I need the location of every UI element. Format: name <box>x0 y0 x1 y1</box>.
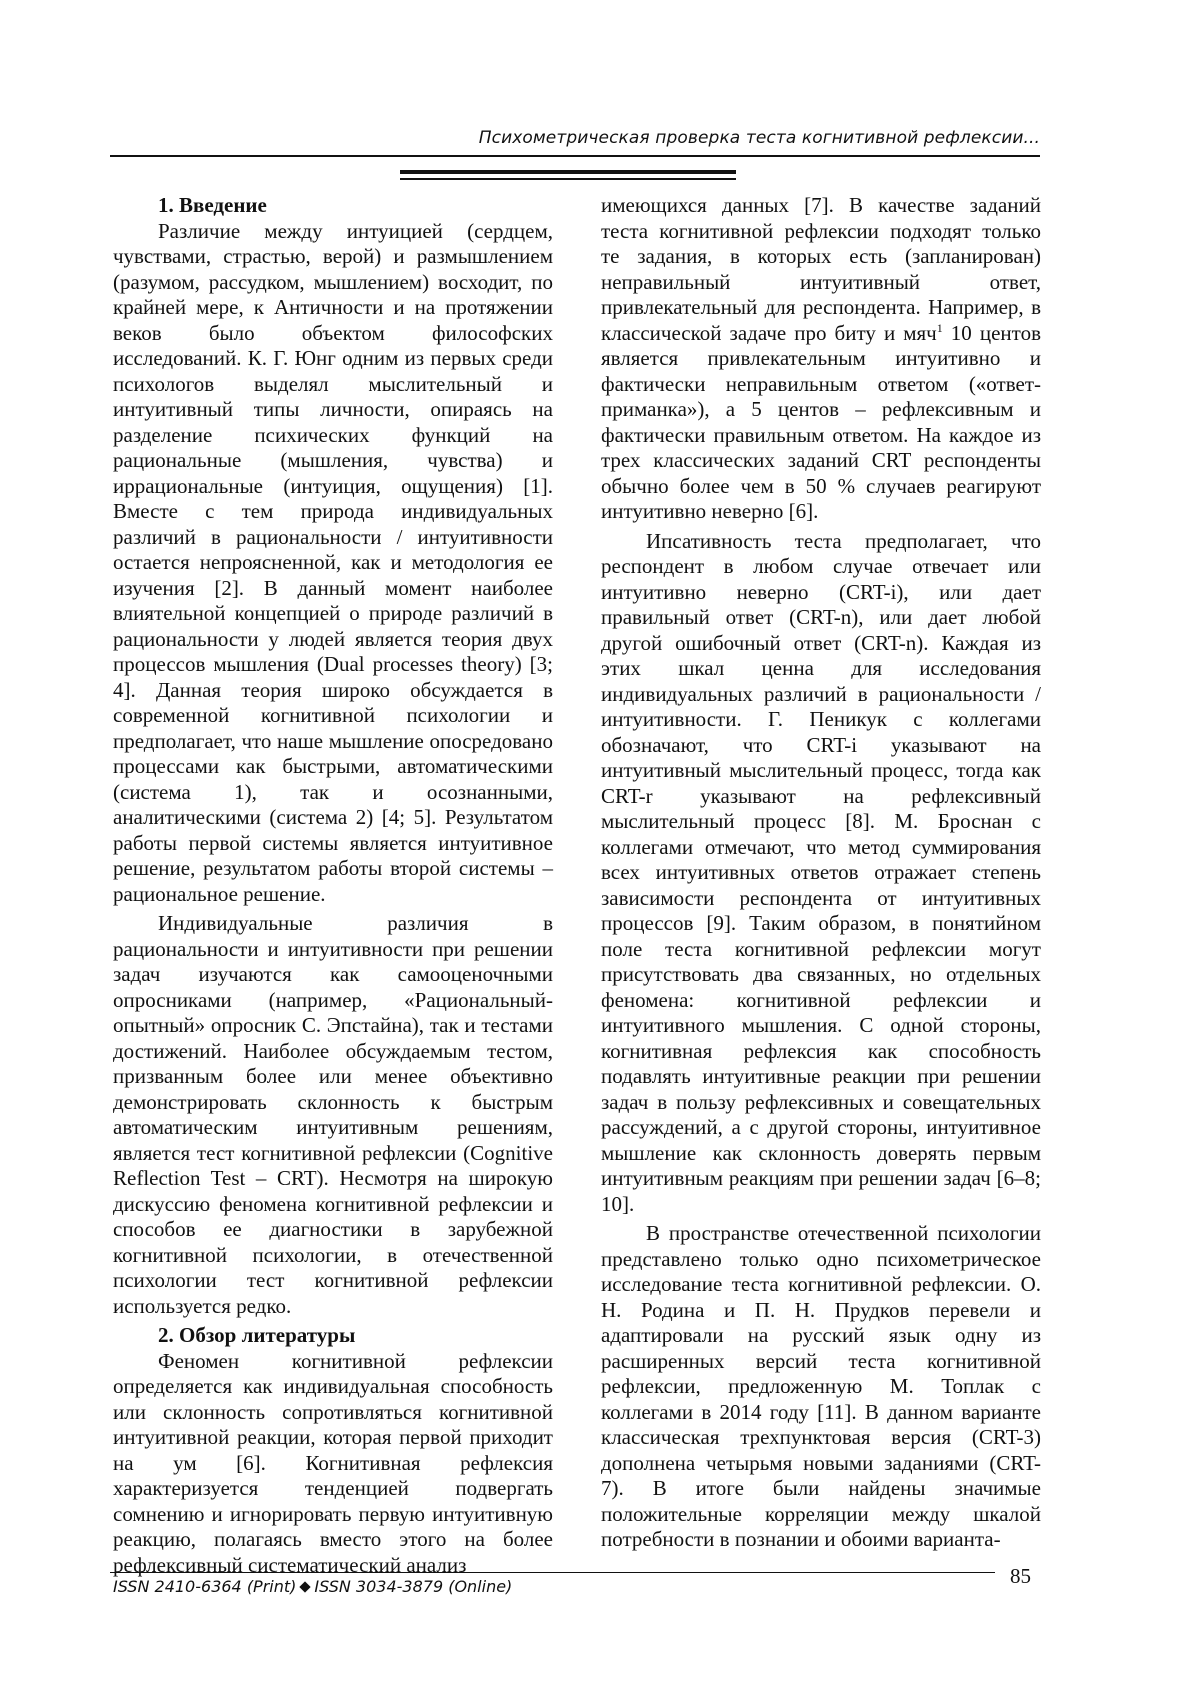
paragraph-text: 10 центов является привлекательным интуитивно и фактически неправильным ответом («ответ-приманка»), а 5 центов – рефлексивным и фактически правильным ответом. На каждое из трех классических заданий CRT респонденты обычно более чем в 50 % случаев реагируют интуитивно неверно [6]. <box>601 320 1041 523</box>
footnote-marker: 1 <box>936 320 943 335</box>
header-double-rule-thick <box>400 170 736 174</box>
header-double-rule-thin <box>400 178 736 180</box>
header-rule <box>110 155 1040 157</box>
paragraph: Индивидуальные различия в рациональности и интуитивности при решении задач изучаются как самооценочными опросниками (например, «Рациональный-опытный» опросник С. Эпстайна), так и тестами достижений. Наиболее обсуждаемым тестом, призванным более или менее объективно демонстрировать склонность к быстрым автоматическим интуитивным решениям, является тест когнитивной рефлексии (Cognitive Reflection Test – CRT). Несмотря на широкую дискуссию феномена когнитивной рефлексии и способов ее диагностики в зарубежной когнитивной психологии, в отечественной психологии тест когнитивной рефлексии используется редко. <box>113 911 553 1318</box>
paragraph: В пространстве отечественной психологии представлено только одно психометрическое исследование теста когнитивной рефлексии. О. Н. Родина и П. Н. Прудков перевели и адаптировали на русский язык одну из расширенных версий теста когнитивной рефлексии, предложенную М. Топлак с коллегами в 2014 году [11]. В данном варианте классическая трехпунктовая версия (CRT-3) дополнена четырьмя новыми заданиями (CRT-7). В итоге были найдены значимые положительные корреляции между шкалой потребности в познании и обоими варианта- <box>601 1221 1041 1551</box>
paragraph: Феномен когнитивной рефлексии определяется как индивидуальная способность или склонность сопротивляться когнитивной интуитивной реакции, которая первой приходит на ум [6]. Когнитивная рефлексия характеризуется тенденцией подвергать сомнению и игнорировать первую интуитивную реакцию, полагаясь вместо этого на более рефлексивный систематический анализ <box>113 1348 553 1577</box>
paragraph <box>601 193 1041 525</box>
diamond-icon <box>300 1581 311 1592</box>
page-number: 85 <box>1010 1564 1031 1588</box>
paragraph: Ипсативность теста предполагает, что респондент в любом случае отвечает или интуитивно неверно (CRT-i), или дает правильный ответ (CRT-n), или дает любой другой ошибочный ответ (CRT-n). Каждая из этих шкал ценна для исследования индивидуальных различий в рациональности / интуитивности. Г. Пеникук с коллегами обозначают, что CRT-i указывают на интуитивный мыслительный процесс, тогда как CRT-r указывают на рефлексивный мыслительный процесс [8]. М. Броснан с коллегами отмечают, что метод суммирования всех интуитивных ответов отражает степень зависимости респондента от интуитивных процессов [9]. Таким образом, в понятийном поле теста когнитивной рефлексии могут присутствовать два связанных, но отдельных феномена: когнитивной рефлексии и интуитивного мышления. С одной стороны, когнитивная рефлексия как способность подавлять интуитивные реакции при решении задач в пользу рефлексивных и совещательных рассуждений, а с другой стороны, интуитивное мышление как склонность доверять первым интуитивным реакциям при решении задач [6–8; 10]. <box>601 528 1041 1216</box>
paragraph-text: имеющихся данных [7]. В качестве заданий теста когнитивной рефлексии подходят только те задания, в которых есть (запланирован) неправильный интуитивный ответ, привлекательный для респондента. Например, в классической задаче про биту и мяч <box>601 193 1041 345</box>
issn-online: ISSN 3034-3879 (Online) <box>314 1577 513 1596</box>
section-heading-introduction: 1. Введение <box>158 193 267 217</box>
left-column <box>113 193 553 1578</box>
paragraph: Различие между интуицией (сердцем, чувствами, страстью, верой) и размышлением (разумом, рассудком, мышлением) восходит, по крайней мере, к Античности и на протяжении веков было объектом философских исследований. К. Г. Юнг одним из первых среди психологов выделял мыслительный и интуитивный типы личности, опираясь на разделение психических функций на рациональные (мышления, чувства) и иррациональные (интуиция, ощущения) [1]. Вместе с тем природа индивидуальных различий в рациональности / интуитивности остается непроясненной, как и методология ее изучения [2]. В данный момент наиболее влиятельной концепцией о природе различий в рациональности у людей является теория двух процессов мышления (Dual processes theory) [3; 4]. Данная теория широко обсуждается в современной когнитивной психологии и предполагает, что наше мышление опосредовано процессами как быстрыми, автоматическими (система 1), так и осознанными, аналитическими (система 2) [4; 5]. Результатом работы первой системы является интуитивное решение, результатом работы второй системы – рациональное решение. <box>113 218 553 906</box>
issn-line <box>113 1577 512 1596</box>
right-column <box>601 193 1041 1553</box>
section-heading-literature-review: 2. Обзор литературы <box>158 1323 356 1347</box>
issn-print: ISSN 2410-6364 (Print) <box>113 1577 297 1596</box>
running-header: Психометрическая проверка теста когнитивной рефлексии... <box>478 128 1040 148</box>
footer-rule <box>110 1572 995 1573</box>
